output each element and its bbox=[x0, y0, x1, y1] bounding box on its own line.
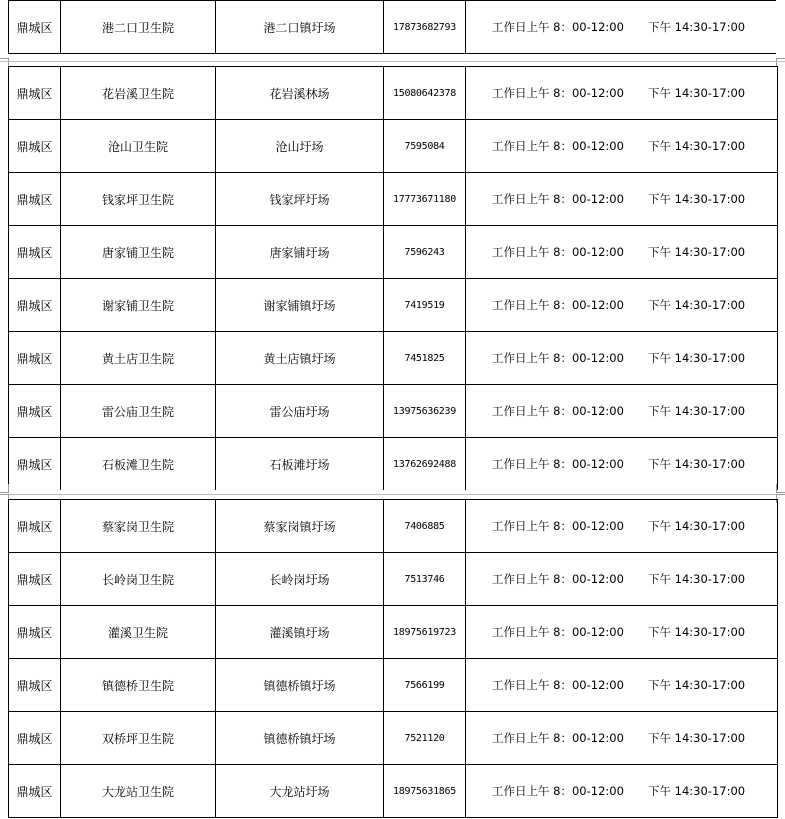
hospital-cell: 花岩溪卫生院 bbox=[61, 67, 216, 120]
hours-morning: 工作日上午 8：00-12:00 bbox=[492, 731, 624, 745]
hours-morning: 工作日上午 8：00-12:00 bbox=[492, 245, 624, 259]
hospital-cell: 港二口卫生院 bbox=[61, 1, 216, 54]
hours-morning: 工作日上午 8：00-12:00 bbox=[492, 625, 624, 639]
hours-afternoon: 下午 14:30-17:00 bbox=[648, 298, 746, 312]
hours-cell bbox=[466, 279, 778, 332]
district-cell: 鼎城区 bbox=[9, 606, 61, 659]
hours-afternoon: 下午 14:30-17:00 bbox=[648, 625, 746, 639]
document-page-2 bbox=[8, 66, 776, 490]
hours-morning: 工作日上午 8：00-12:00 bbox=[492, 404, 624, 418]
hospital-cell: 蔡家岗卫生院 bbox=[61, 500, 216, 553]
hours-afternoon: 下午 14:30-17:00 bbox=[648, 20, 746, 34]
hospital-cell: 黄土店卫生院 bbox=[61, 332, 216, 385]
hours-afternoon: 下午 14:30-17:00 bbox=[648, 519, 746, 533]
table-row bbox=[9, 712, 778, 765]
hours-cell bbox=[466, 438, 778, 491]
hours-afternoon: 下午 14:30-17:00 bbox=[648, 86, 746, 100]
hours-cell bbox=[466, 332, 778, 385]
hours-morning: 工作日上午 8：00-12:00 bbox=[492, 20, 624, 34]
phone-cell: 7419519 bbox=[384, 279, 466, 332]
site-cell: 镇德桥镇圩场 bbox=[216, 712, 384, 765]
phone-cell: 13975636239 bbox=[384, 385, 466, 438]
site-cell: 灌溪镇圩场 bbox=[216, 606, 384, 659]
phone-cell: 7406885 bbox=[384, 500, 466, 553]
district-cell: 鼎城区 bbox=[9, 659, 61, 712]
phone-cell: 7451825 bbox=[384, 332, 466, 385]
site-cell: 黄土店镇圩场 bbox=[216, 332, 384, 385]
site-cell: 蔡家岗镇圩场 bbox=[216, 500, 384, 553]
hours-cell bbox=[466, 606, 778, 659]
hours-morning: 工作日上午 8：00-12:00 bbox=[492, 298, 624, 312]
district-cell: 鼎城区 bbox=[9, 279, 61, 332]
hours-cell bbox=[466, 67, 778, 120]
hours-cell bbox=[466, 1, 777, 54]
document-page-1 bbox=[8, 0, 776, 57]
table-row bbox=[9, 606, 778, 659]
hospital-cell: 沧山卫生院 bbox=[61, 120, 216, 173]
table-row bbox=[9, 438, 778, 491]
district-cell: 鼎城区 bbox=[9, 765, 61, 818]
site-cell: 长岭岗圩场 bbox=[216, 553, 384, 606]
phone-cell: 18975619723 bbox=[384, 606, 466, 659]
district-cell: 鼎城区 bbox=[9, 67, 61, 120]
hospital-cell: 灌溪卫生院 bbox=[61, 606, 216, 659]
page-break-line bbox=[0, 494, 785, 495]
district-cell: 鼎城区 bbox=[9, 438, 61, 491]
district-cell: 鼎城区 bbox=[9, 1, 61, 54]
hours-morning: 工作日上午 8：00-12:00 bbox=[492, 457, 624, 471]
hours-cell bbox=[466, 173, 778, 226]
hours-afternoon: 下午 14:30-17:00 bbox=[648, 457, 746, 471]
table-row bbox=[9, 279, 778, 332]
district-cell: 鼎城区 bbox=[9, 120, 61, 173]
page-break-line bbox=[0, 61, 785, 62]
site-cell: 钱家坪圩场 bbox=[216, 173, 384, 226]
hours-morning: 工作日上午 8：00-12:00 bbox=[492, 572, 624, 586]
district-cell: 鼎城区 bbox=[9, 332, 61, 385]
clinic-table bbox=[8, 499, 778, 818]
page-corner-mark bbox=[776, 484, 785, 493]
phone-cell: 15080642378 bbox=[384, 67, 466, 120]
hospital-cell: 钱家坪卫生院 bbox=[61, 173, 216, 226]
clinic-table bbox=[8, 0, 776, 54]
site-cell: 港二口镇圩场 bbox=[216, 1, 384, 54]
site-cell: 雷公庙圩场 bbox=[216, 385, 384, 438]
hours-cell bbox=[466, 500, 778, 553]
table-row bbox=[9, 659, 778, 712]
phone-cell: 17773671180 bbox=[384, 173, 466, 226]
hours-morning: 工作日上午 8：00-12:00 bbox=[492, 784, 624, 798]
phone-cell: 13762692488 bbox=[384, 438, 466, 491]
table-row bbox=[9, 173, 778, 226]
district-cell: 鼎城区 bbox=[9, 500, 61, 553]
document-page-3 bbox=[8, 499, 776, 819]
hours-morning: 工作日上午 8：00-12:00 bbox=[492, 86, 624, 100]
table-row bbox=[9, 765, 778, 818]
hours-cell bbox=[466, 659, 778, 712]
site-cell: 沧山圩场 bbox=[216, 120, 384, 173]
district-cell: 鼎城区 bbox=[9, 226, 61, 279]
district-cell: 鼎城区 bbox=[9, 553, 61, 606]
district-cell: 鼎城区 bbox=[9, 385, 61, 438]
phone-cell: 18975631865 bbox=[384, 765, 466, 818]
table-row bbox=[9, 226, 778, 279]
hours-morning: 工作日上午 8：00-12:00 bbox=[492, 192, 624, 206]
table-row bbox=[9, 500, 778, 553]
site-cell: 大龙站圩场 bbox=[216, 765, 384, 818]
phone-cell: 7521120 bbox=[384, 712, 466, 765]
phone-cell: 7595084 bbox=[384, 120, 466, 173]
clinic-table bbox=[8, 66, 778, 491]
hours-afternoon: 下午 14:30-17:00 bbox=[648, 351, 746, 365]
site-cell: 花岩溪林场 bbox=[216, 67, 384, 120]
hospital-cell: 大龙站卫生院 bbox=[61, 765, 216, 818]
hours-morning: 工作日上午 8：00-12:00 bbox=[492, 678, 624, 692]
hours-afternoon: 下午 14:30-17:00 bbox=[648, 192, 746, 206]
hours-afternoon: 下午 14:30-17:00 bbox=[648, 139, 746, 153]
hospital-cell: 镇德桥卫生院 bbox=[61, 659, 216, 712]
hours-afternoon: 下午 14:30-17:00 bbox=[648, 572, 746, 586]
hours-cell bbox=[466, 712, 778, 765]
hours-cell bbox=[466, 120, 778, 173]
table-row bbox=[9, 67, 778, 120]
hours-afternoon: 下午 14:30-17:00 bbox=[648, 731, 746, 745]
phone-cell: 7596243 bbox=[384, 226, 466, 279]
table-row bbox=[9, 385, 778, 438]
table-row bbox=[9, 332, 778, 385]
site-cell: 镇德桥镇圩场 bbox=[216, 659, 384, 712]
phone-cell: 7513746 bbox=[384, 553, 466, 606]
hospital-cell: 石板滩卫生院 bbox=[61, 438, 216, 491]
site-cell: 谢家铺镇圩场 bbox=[216, 279, 384, 332]
hours-cell bbox=[466, 226, 778, 279]
table-row bbox=[9, 120, 778, 173]
hospital-cell: 长岭岗卫生院 bbox=[61, 553, 216, 606]
hours-cell bbox=[466, 385, 778, 438]
page-corner-mark bbox=[0, 484, 9, 493]
hours-morning: 工作日上午 8：00-12:00 bbox=[492, 519, 624, 533]
site-cell: 石板滩圩场 bbox=[216, 438, 384, 491]
district-cell: 鼎城区 bbox=[9, 173, 61, 226]
hours-afternoon: 下午 14:30-17:00 bbox=[648, 245, 746, 259]
hours-afternoon: 下午 14:30-17:00 bbox=[648, 784, 746, 798]
phone-cell: 17873682793 bbox=[384, 1, 466, 54]
table-row bbox=[9, 1, 777, 54]
hours-cell bbox=[466, 765, 778, 818]
hospital-cell: 谢家铺卫生院 bbox=[61, 279, 216, 332]
hours-morning: 工作日上午 8：00-12:00 bbox=[492, 139, 624, 153]
hours-morning: 工作日上午 8：00-12:00 bbox=[492, 351, 624, 365]
table-row bbox=[9, 553, 778, 606]
hours-afternoon: 下午 14:30-17:00 bbox=[648, 678, 746, 692]
hours-cell bbox=[466, 553, 778, 606]
hospital-cell: 雷公庙卫生院 bbox=[61, 385, 216, 438]
district-cell: 鼎城区 bbox=[9, 712, 61, 765]
hospital-cell: 双桥坪卫生院 bbox=[61, 712, 216, 765]
phone-cell: 7566199 bbox=[384, 659, 466, 712]
hours-afternoon: 下午 14:30-17:00 bbox=[648, 404, 746, 418]
site-cell: 唐家铺圩场 bbox=[216, 226, 384, 279]
hospital-cell: 唐家铺卫生院 bbox=[61, 226, 216, 279]
